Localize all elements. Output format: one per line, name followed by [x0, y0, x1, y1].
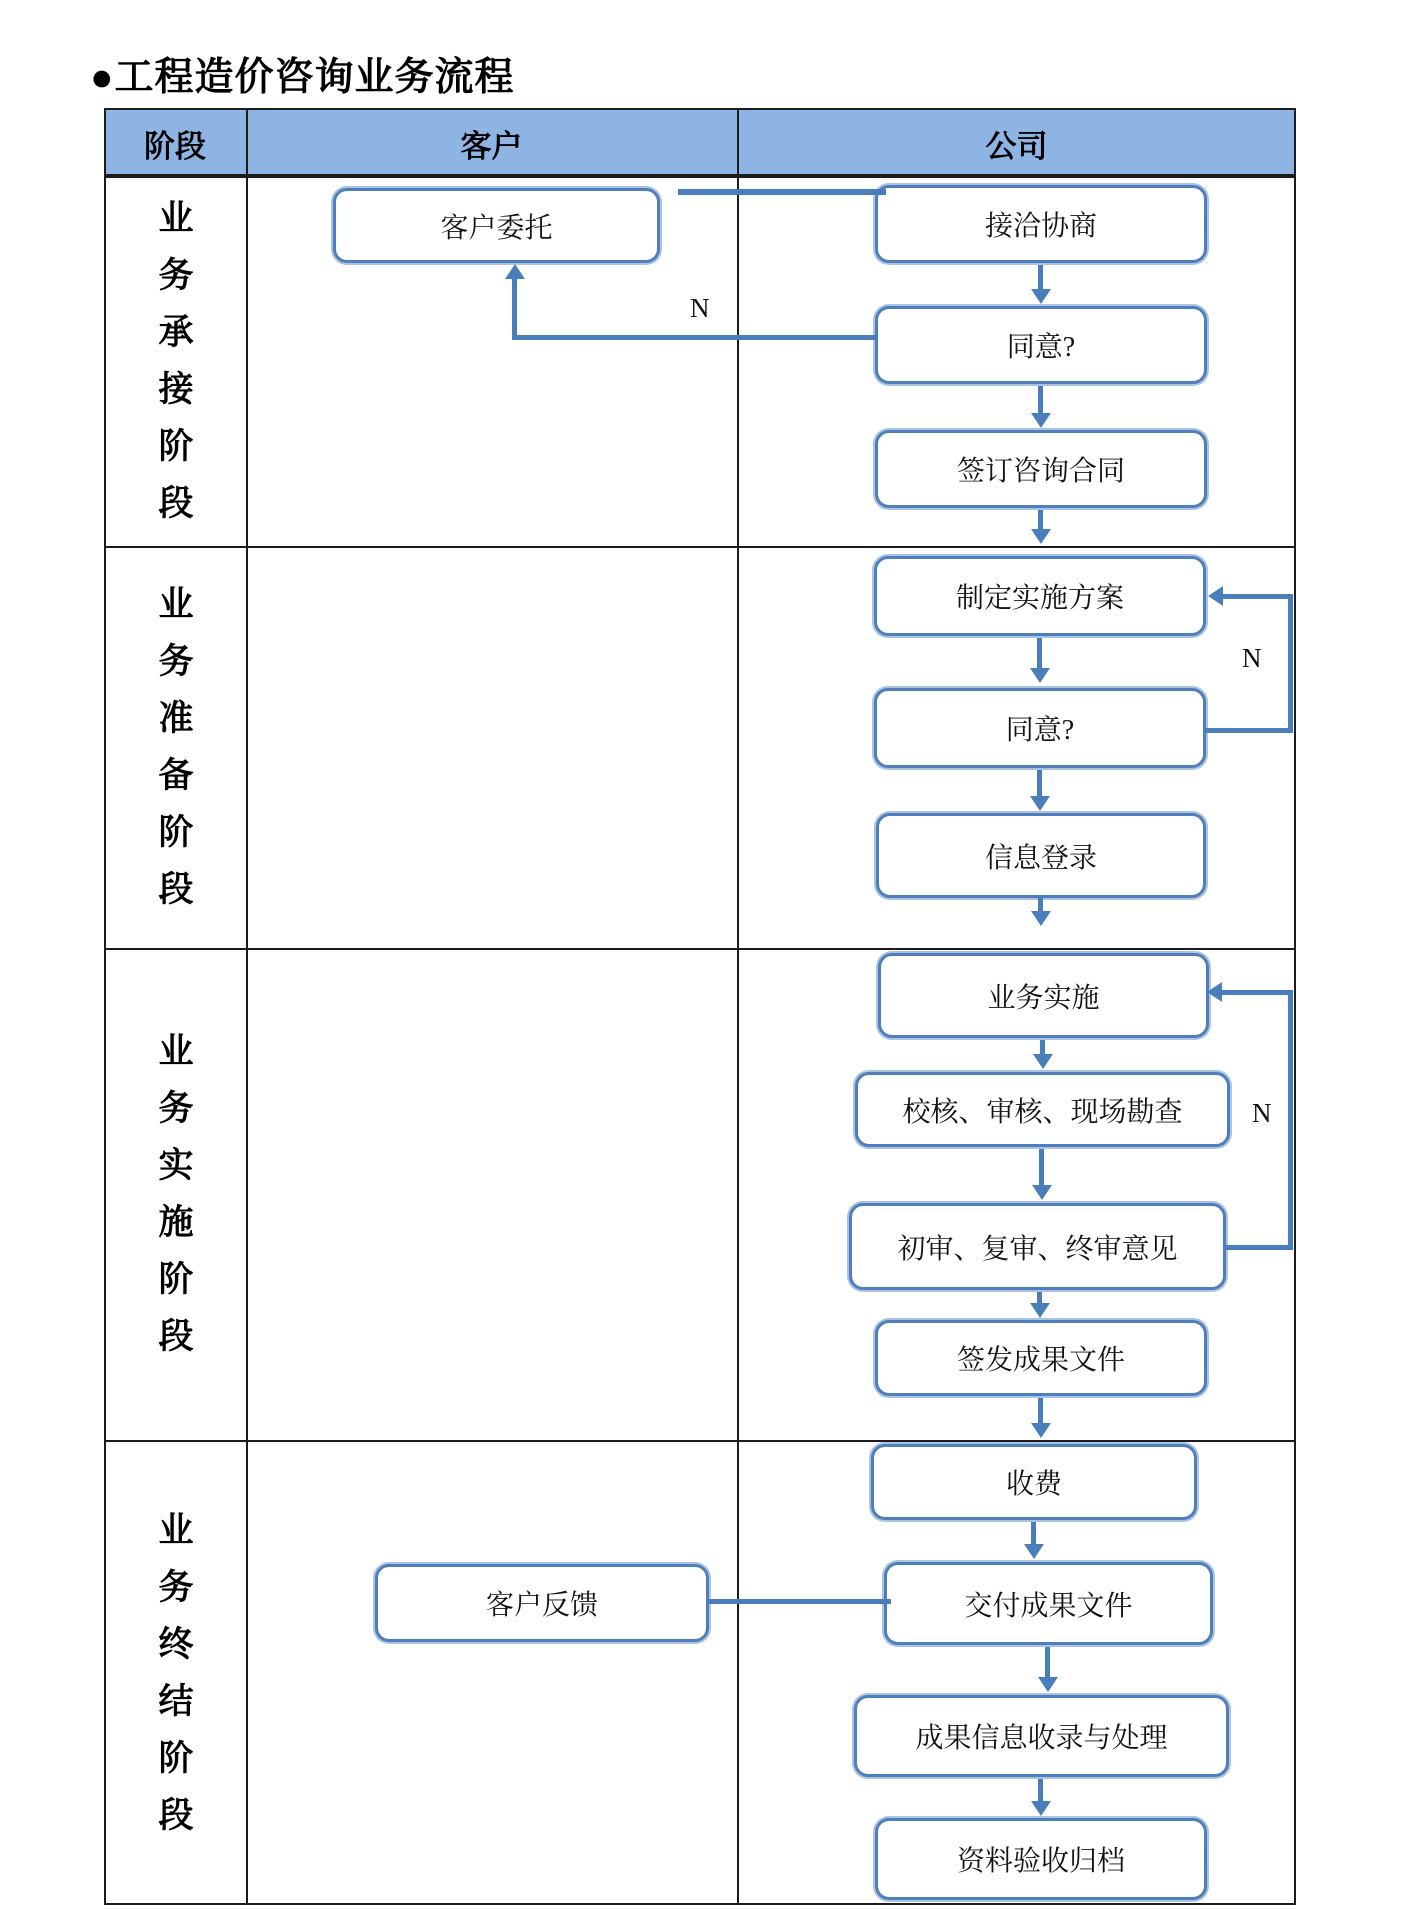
- arrow-agree2-to-register-shaft: [1037, 770, 1042, 798]
- flow-node-label: 同意?: [1006, 332, 1076, 363]
- arrow-deliver-to-processing-head: [1038, 1677, 1058, 1692]
- loop3-arrow-left-head: [1207, 982, 1222, 1002]
- loop2-n-label: N: [1242, 643, 1262, 673]
- flow-node-make-plan: [874, 556, 1206, 636]
- flow-node-label: 同意?: [1005, 715, 1075, 746]
- flow-node-label: 客户委托: [440, 212, 553, 244]
- flow-node-label: 初审、复审、终审意见: [897, 1233, 1178, 1265]
- flow-node-label: 交付成果文件: [964, 1590, 1133, 1622]
- stage-label-acceptance: 业务承接阶段: [158, 199, 194, 523]
- arrow-contract-down-head: [1031, 529, 1051, 544]
- flow-node-label: 接洽协商: [984, 211, 1097, 242]
- flow-node-implement: [878, 953, 1209, 1038]
- loop3-top-line: [1222, 990, 1293, 995]
- flow-node-label: 签订咨询合同: [956, 456, 1125, 487]
- flow-node-customer-entrust: [333, 188, 660, 263]
- loop1-n-label: N: [690, 293, 710, 323]
- arrow-charge-to-deliver-head: [1024, 1544, 1044, 1559]
- loop3-bottom-line: [1226, 1245, 1293, 1250]
- loop3-n-label: N: [1252, 1098, 1272, 1128]
- arrow-plan-to-agree2-head: [1030, 668, 1050, 683]
- loop2-vertical-line: [1288, 594, 1293, 733]
- stage-label-preparation: 业务准备阶段: [158, 585, 194, 909]
- flow-node-label: 客户反馈: [485, 1590, 598, 1621]
- stage-label-implementation: 业务实施阶段: [158, 1032, 194, 1356]
- header-cell-company: 公司: [985, 128, 1048, 164]
- arrow-agree1-to-contract-head: [1031, 413, 1051, 428]
- arrow-check-to-review-head: [1032, 1185, 1052, 1200]
- loop2-arrow-left-head: [1208, 586, 1223, 606]
- flow-node-deliver-documents: [884, 1562, 1213, 1645]
- flow-node-info-register: [876, 813, 1206, 898]
- row-divider-2: [104, 948, 1296, 950]
- flow-node-label: 制定实施方案: [955, 583, 1124, 614]
- column-divider-customer-company: [737, 108, 739, 1905]
- stage-cell-1: [104, 176, 248, 546]
- flow-node-customer-feedback: [375, 1564, 709, 1642]
- flow-node-archive: [875, 1818, 1207, 1900]
- row-divider-3: [104, 1440, 1296, 1442]
- loop1-vertical-line: [512, 278, 517, 340]
- arrow-agree1-to-contract-shaft: [1038, 386, 1043, 415]
- loop1-arrow-up-head: [505, 264, 525, 279]
- stage-cell-4: [104, 1440, 248, 1905]
- flow-node-sign-contract: [875, 430, 1207, 508]
- arrow-issue-down-head: [1031, 1423, 1051, 1438]
- arrow-review-to-issue-head: [1030, 1303, 1050, 1318]
- flow-node-agree-2: [874, 688, 1206, 768]
- arrow-negotiate-to-agree1-shaft: [1038, 265, 1043, 291]
- loop1-horizontal-line: [512, 335, 877, 340]
- flow-node-negotiate: [875, 185, 1207, 263]
- flow-node-label: 成果信息收录与处理: [915, 1723, 1168, 1754]
- arrow-plan-to-agree2-shaft: [1037, 638, 1042, 670]
- arrow-charge-to-deliver-shaft: [1031, 1522, 1036, 1546]
- flow-node-result-processing: [854, 1695, 1229, 1777]
- arrow-register-down-head: [1031, 911, 1051, 926]
- arrow-processing-to-archive-head: [1031, 1801, 1051, 1816]
- header-bottom-line: [104, 176, 1296, 178]
- header-cell-stage: 阶段: [144, 128, 206, 164]
- arrow-deliver-to-processing-shaft: [1045, 1647, 1050, 1679]
- flow-node-label: 签发成果文件: [956, 1345, 1125, 1376]
- flow-node-review-opinions: [849, 1203, 1226, 1290]
- connector-feedback-to-deliver: [709, 1599, 891, 1604]
- stage-cell-2: [104, 546, 248, 948]
- header-cell-customer: 客户: [460, 128, 523, 164]
- arrow-implement-to-check-head: [1033, 1054, 1053, 1069]
- flow-node-label: 校核、审核、现场勘查: [902, 1096, 1183, 1128]
- arrow-processing-to-archive-shaft: [1038, 1779, 1043, 1803]
- loop2-bottom-line: [1206, 728, 1293, 733]
- flow-node-issue-documents: [875, 1320, 1207, 1396]
- arrow-negotiate-to-agree1-head: [1031, 289, 1051, 304]
- flow-node-charge: [871, 1444, 1197, 1520]
- loop3-vertical-line: [1288, 990, 1293, 1250]
- flow-node-agree-1: [875, 306, 1207, 384]
- arrow-issue-down-shaft: [1038, 1398, 1043, 1425]
- connector-entrust-to-negotiate: [678, 189, 886, 195]
- flow-node-check-review-survey: [855, 1072, 1230, 1147]
- page-title: ●工程造价咨询业务流程: [90, 56, 515, 99]
- arrow-contract-down-shaft: [1038, 510, 1043, 531]
- stage-cell-3: [104, 948, 248, 1440]
- stage-label-conclusion: 业务终结阶段: [158, 1510, 194, 1835]
- arrow-check-to-review-shaft: [1039, 1149, 1044, 1187]
- arrow-agree2-to-register-head: [1030, 796, 1050, 811]
- flow-node-label: 资料验收归档: [956, 1846, 1125, 1877]
- loop2-top-line: [1223, 594, 1293, 599]
- row-divider-1: [104, 546, 1296, 548]
- flow-node-label: 信息登录: [984, 842, 1097, 874]
- flow-node-label: 业务实施: [987, 982, 1100, 1014]
- flow-node-label: 收费: [1005, 1469, 1062, 1500]
